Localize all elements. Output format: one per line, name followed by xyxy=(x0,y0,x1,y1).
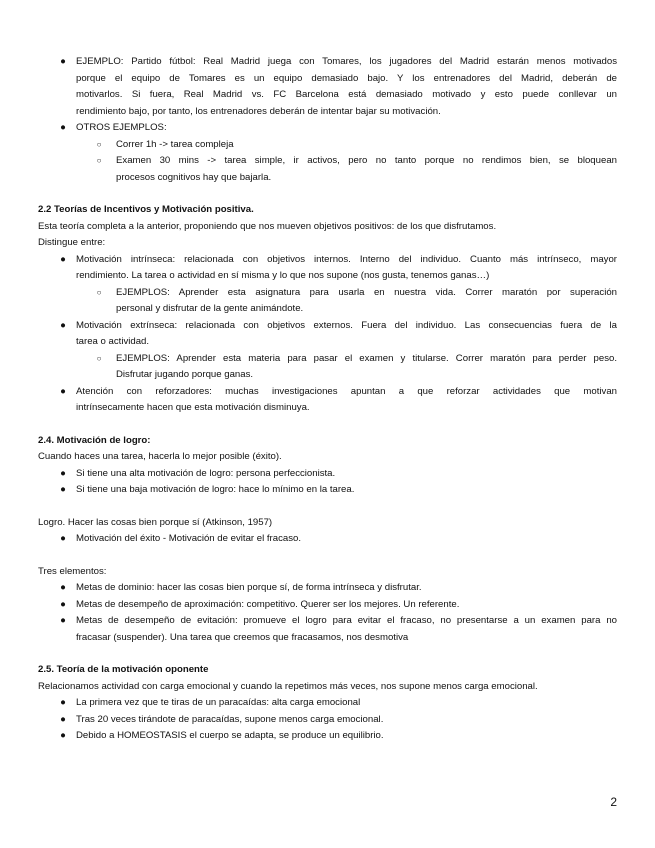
list-item-extrinseca xyxy=(38,318,617,335)
list-item-text: intrínsecamente hacen que esta motivación disminuya. xyxy=(76,402,310,413)
list-item xyxy=(38,580,617,597)
sub-list-item xyxy=(38,285,617,302)
list-item-text: motivarlos. Si fuera, Real Madrid vs. FC Barcelona está demasiado motivado y esto puede conllevar un xyxy=(76,89,617,100)
bullet-icon: ● xyxy=(60,253,66,265)
list-item-text: Tras 20 veces tirándote de paracaídas, supone menos carga emocional. xyxy=(76,713,384,725)
list-item-text: fracasar (suspender). Una tarea que creemos que fracasamos, nos desmotiva xyxy=(76,631,409,643)
bullet-icon: ● xyxy=(60,56,66,67)
list-item xyxy=(38,712,617,729)
sub-list-item xyxy=(38,153,617,170)
bullet-icon: ● xyxy=(60,730,66,741)
bullet-icon: ● xyxy=(60,122,66,133)
list-item xyxy=(38,597,617,614)
bullet-icon: ● xyxy=(60,484,66,495)
bullet-icon: ● xyxy=(60,533,66,544)
bullet-icon: ● xyxy=(60,598,66,610)
paragraph: Distingue entre: xyxy=(38,237,106,248)
paragraph: Logro. Hacer las cosas bien porque sí (Atkinson, 1957) xyxy=(38,516,273,528)
list-item-text: EJEMPLO: Partido fútbol: Real Madrid juega con Tomares, los jugadores del Madrid estarán menos motivados xyxy=(76,56,617,67)
list-item-text: Si tiene una baja motivación de logro: hace lo mínimo en la tarea. xyxy=(76,484,355,495)
section-heading-2-4: 2.4. Motivación de logro: xyxy=(38,434,151,446)
section-heading-2-5: 2.5. Teoría de la motivación oponente xyxy=(38,664,209,675)
paragraph: Tres elementos: xyxy=(38,565,107,577)
list-item-text: Metas de dominio: hacer las cosas bien porque sí, de forma intrínseca y disfrutar. xyxy=(76,582,422,593)
list-item-otros xyxy=(38,120,617,137)
paragraph: Esta teoría completa a la anterior, proponiendo que nos mueven objetivos positivos: de los que disfrutamos. xyxy=(38,220,497,232)
list-item-ejemplo xyxy=(38,54,617,71)
bullet-icon: ● xyxy=(60,615,66,626)
list-item-text: rendimiento. La tarea o actividad en sí misma y lo que nos supone (nos gusta, tenemos ganas…) xyxy=(76,270,490,281)
list-item-text: OTROS EJEMPLOS: xyxy=(76,122,167,133)
list-item-text: Motivación del éxito - Motivación de evitar el fracaso. xyxy=(76,533,302,544)
circle-bullet-icon: ○ xyxy=(96,287,102,297)
circle-bullet-icon: ○ xyxy=(96,139,102,149)
list-item xyxy=(38,466,617,483)
list-item-text: Debido a HOMEOSTASIS el cuerpo se adapta, se produce un equilibrio. xyxy=(76,730,384,741)
circle-bullet-icon: ○ xyxy=(96,156,102,165)
list-item-text: porque el equipo de Tomares es un equipo demasiado bajo. Y los entrenadores del Madrid, deberán de xyxy=(76,72,617,84)
paragraph: Cuando haces una tarea, hacerla lo mejor posible (éxito). xyxy=(38,451,282,462)
bullet-icon: ● xyxy=(60,697,66,708)
bullet-icon: ● xyxy=(60,319,66,331)
list-item xyxy=(38,531,617,548)
list-item xyxy=(38,728,617,745)
list-item-text: Metas de desempeño de evitación: promueve el logro para evitar el fracaso, no presentarse a un examen para no xyxy=(76,615,617,626)
sub-list-item-text: Disfrutar jugando porque ganas. xyxy=(116,369,254,380)
page-number: 2 xyxy=(610,795,617,809)
list-item-intrinseca xyxy=(38,252,617,269)
list-item-text: rendimiento bajo, por tanto, los entrenadores deberán de intentar bajar su motivación. xyxy=(76,105,441,117)
bullet-icon: ● xyxy=(60,385,66,397)
list-item-text: tarea o actividad. xyxy=(76,336,150,347)
bullet-icon: ● xyxy=(60,467,66,479)
bullet-icon: ● xyxy=(60,582,66,593)
list-item-text: Metas de desempeño de aproximación: competitivo. Querer ser los mejores. Un referente. xyxy=(76,598,460,610)
sub-list-item-text: Correr 1h -> tarea compleja xyxy=(116,138,234,150)
circle-bullet-icon: ○ xyxy=(96,353,102,363)
section-heading-2-2: 2.2 Teorías de Incentivos y Motivación positiva. xyxy=(38,204,254,215)
list-item-text: La primera vez que te tiras de un paracaídas: alta carga emocional xyxy=(76,697,361,708)
sub-list-item-text: personal y disfrutar de la gente animándote. xyxy=(116,303,304,314)
list-item-text: Si tiene una alta motivación de logro: persona perfeccionista. xyxy=(76,467,336,479)
sub-list-item-text: Examen 30 mins -> tarea simple, ir activos, pero no tanto porque no rendimos bien, se bloquean xyxy=(116,155,617,166)
sub-list-item-text: EJEMPLOS: Aprender esta materia para pasar el examen y titularse. Correr maratón para perder peso. xyxy=(116,352,617,364)
list-item-text: Atención con reforzadores: muchas investigaciones apuntan a que reforzar actividades que motivan xyxy=(76,385,617,397)
sub-list-item-text: EJEMPLOS: Aprender esta asignatura para usarla en nuestra vida. Correr maratón por superación xyxy=(116,286,617,298)
list-item-text: Motivación extrínseca: relacionada con objetivos externos. Fuera del individuo. Las consecuencias fuera de la xyxy=(76,319,617,331)
list-item xyxy=(38,613,617,630)
list-item-text: Motivación intrínseca: relacionada con objetivos internos. Interno del individuo. Cuanto más intrínseco, mayor xyxy=(76,253,617,265)
list-item-atencion xyxy=(38,384,617,401)
list-item xyxy=(38,482,617,499)
bullet-icon: ● xyxy=(60,713,66,725)
list-item xyxy=(38,695,617,712)
paragraph: Relacionamos actividad con carga emocional y cuando la repetimos más veces, nos supone menos carga emocional. xyxy=(38,680,538,692)
sub-list-item-text: procesos cognitivos hay que bajarla. xyxy=(116,171,272,183)
sub-list-item xyxy=(38,137,617,154)
sub-list-item xyxy=(38,351,617,368)
